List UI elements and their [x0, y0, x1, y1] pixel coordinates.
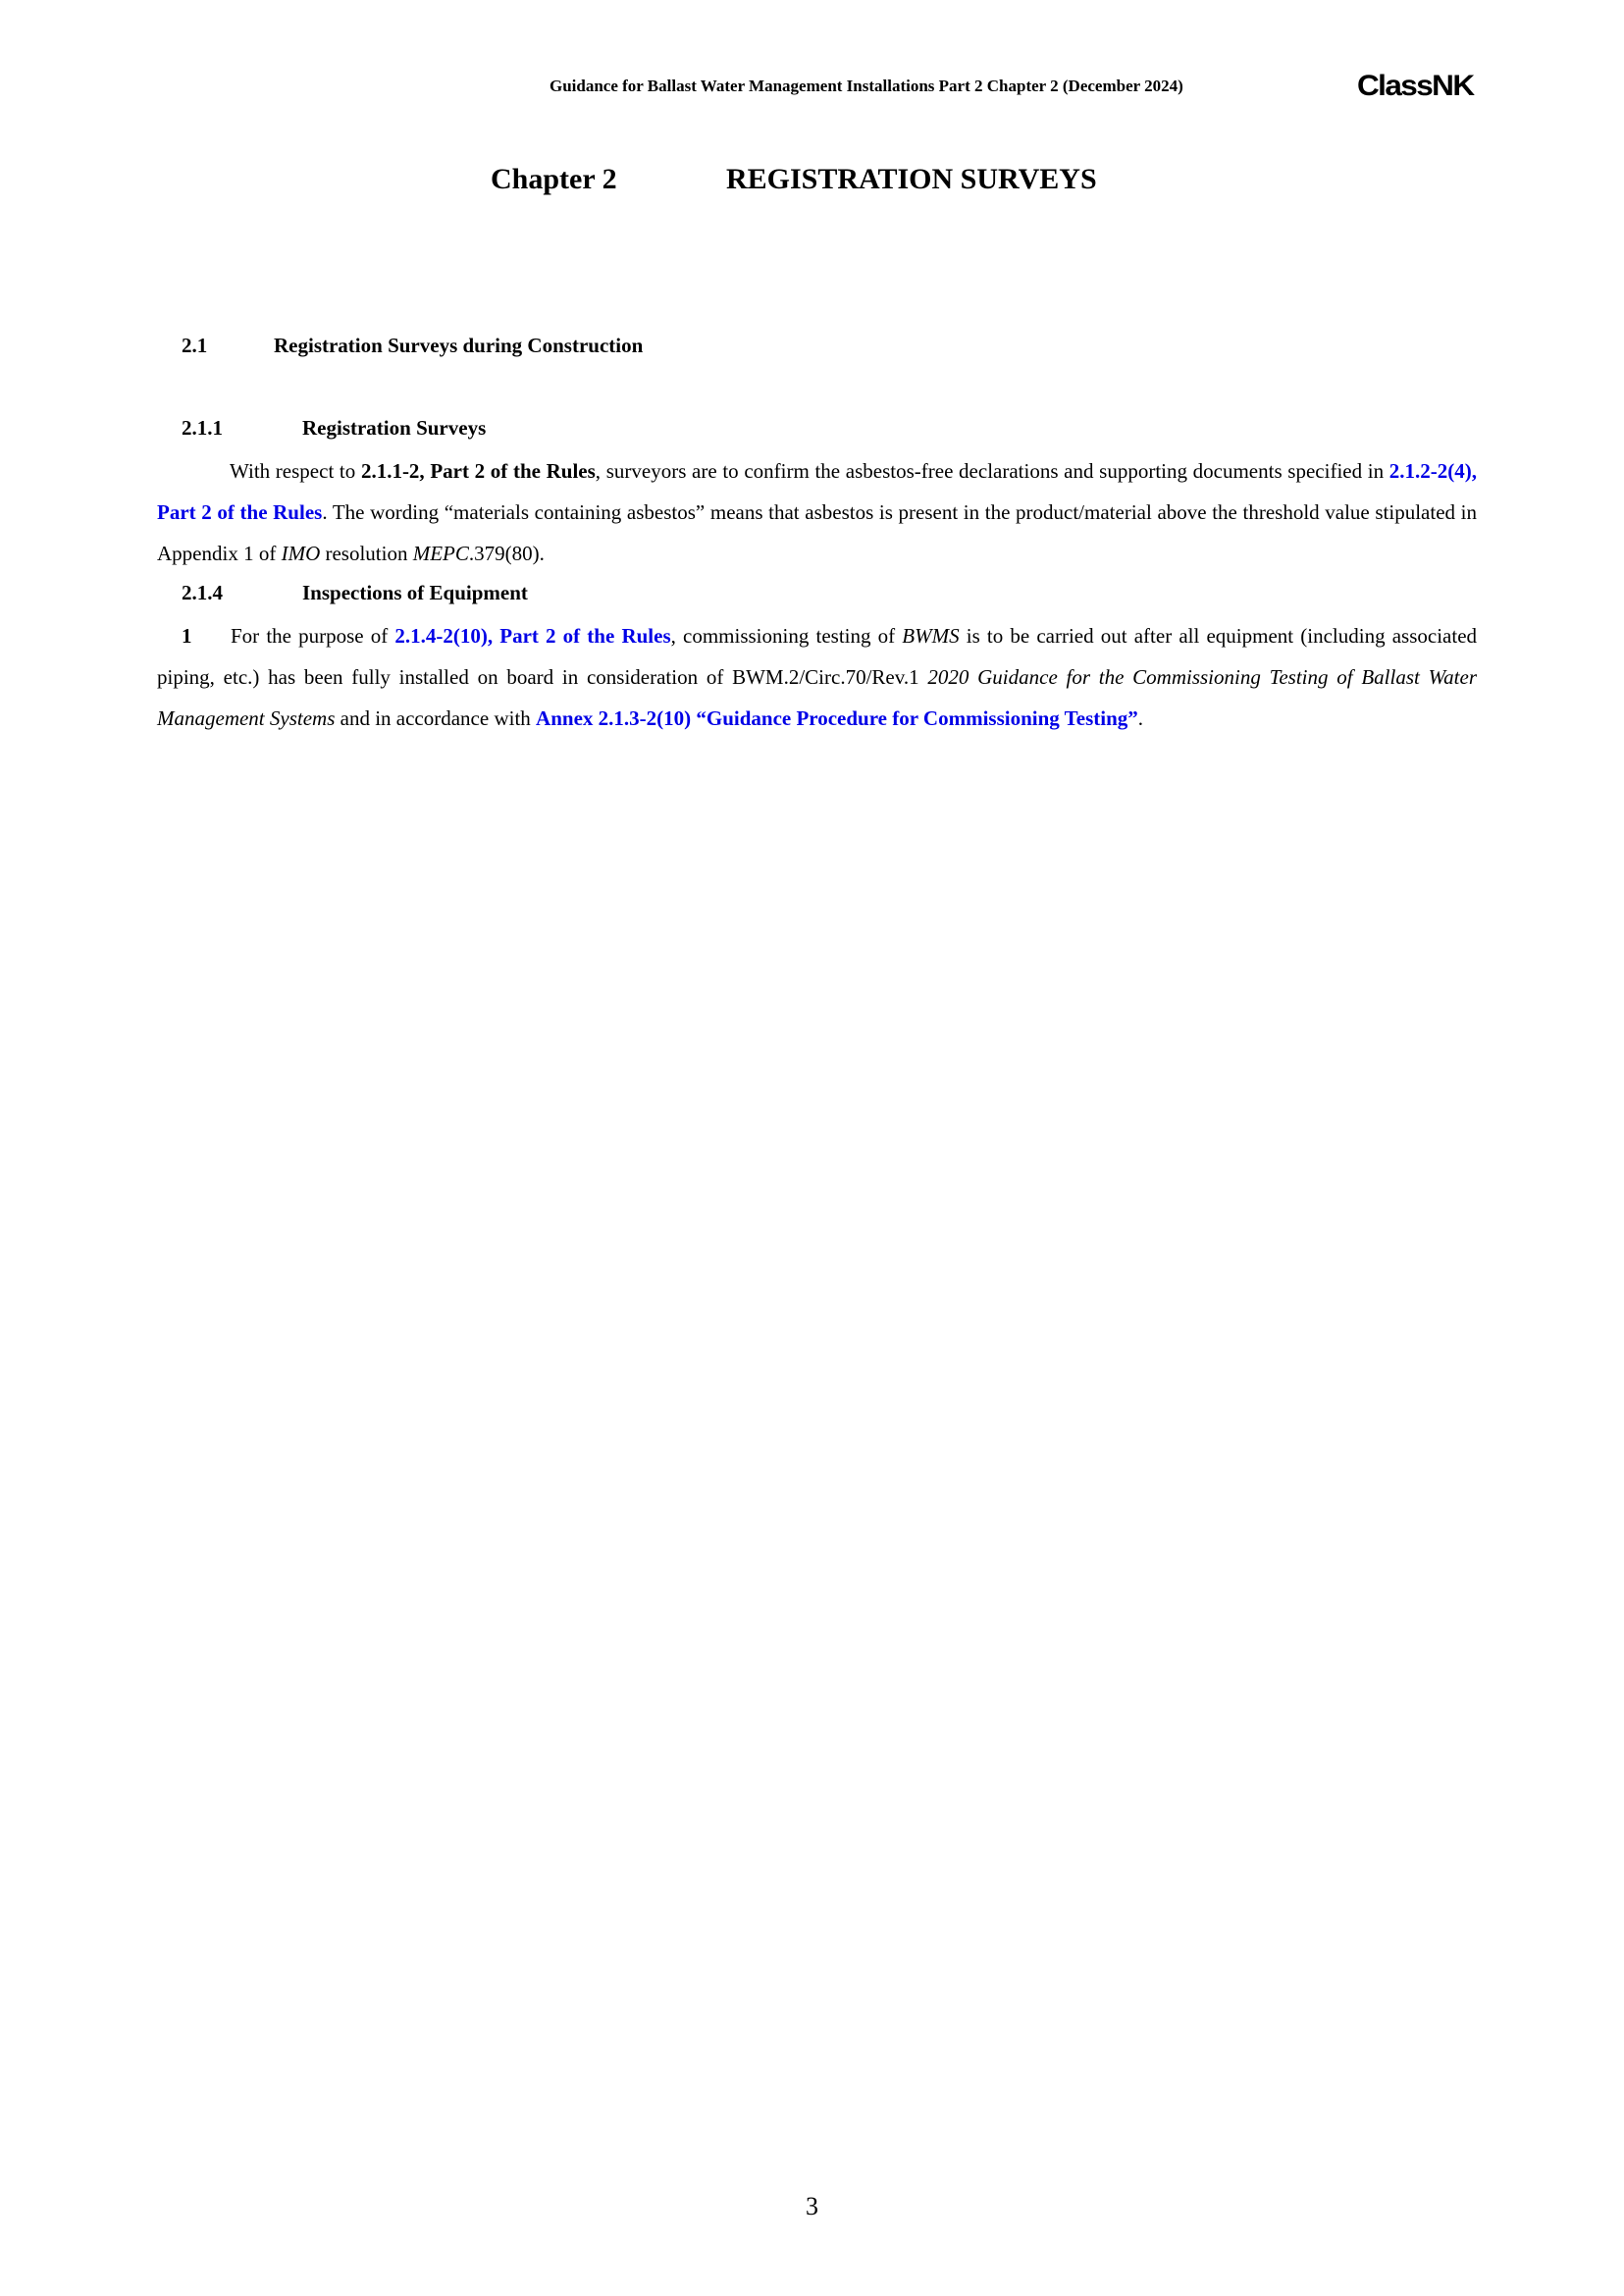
- text-run: and in accordance with: [335, 706, 537, 730]
- chapter-heading: [491, 163, 1097, 196]
- subsection-title: Inspections of Equipment: [302, 581, 528, 604]
- chapter-number: Chapter 2: [491, 163, 617, 195]
- rule-reference: 2.1.1-2, Part 2 of the Rules: [360, 459, 596, 483]
- paragraph-2-1-4-1: [157, 615, 1477, 739]
- subsection-heading-2-1-1: [182, 416, 486, 441]
- text-run: , surveyors are to confirm the asbestos-free declarations and supporting documents specified in: [595, 459, 1389, 483]
- running-header: Guidance for Ballast Water Management Installations Part 2 Chapter 2 (December 2024): [550, 77, 1183, 95]
- subsection-number: 2.1.1: [182, 416, 223, 440]
- italic-run: 2020 Guidance for the Commissioning Testing of Ballast Water Management Systems: [157, 665, 1477, 730]
- classnk-logo: ClassNK: [1357, 70, 1474, 102]
- section-number: 2.1: [182, 334, 208, 357]
- page-number: 3: [806, 2192, 818, 2220]
- text-run: .: [1137, 706, 1143, 730]
- italic-run: MEPC: [412, 542, 469, 565]
- italic-run: IMO: [281, 542, 321, 565]
- section-title: Registration Surveys during Construction: [274, 334, 644, 357]
- text-run: .379(80).: [468, 542, 545, 565]
- text-run: is to be carried out after all equipment (including associated piping, etc.) has been fully installed on board in consideration of BWM.2/Circ.70/Rev.1: [157, 624, 1478, 689]
- link-2-1-2-2-4[interactable]: 2.1.2-2(4), Part 2 of the Rules: [157, 459, 1477, 524]
- text-run: With respect to: [230, 459, 361, 483]
- text-run: . The wording “materials containing asbestos” means that asbestos is present in the product/material above the threshold value stipulated in Appendix 1 of: [157, 500, 1477, 565]
- text-run: resolution: [320, 542, 413, 565]
- paragraph-2-1-1: [157, 450, 1477, 574]
- link-2-1-4-2-10[interactable]: 2.1.4-2(10), Part 2 of the Rules: [394, 624, 671, 648]
- link-annex-2-1-3-2-10[interactable]: Annex 2.1.3-2(10) “Guidance Procedure for Commissioning Testing”: [536, 706, 1138, 730]
- subsection-heading-2-1-4: [182, 581, 528, 605]
- subsection-title: Registration Surveys: [302, 416, 487, 440]
- subsection-number: 2.1.4: [182, 581, 223, 604]
- chapter-title: REGISTRATION SURVEYS: [726, 163, 1097, 195]
- text-run: , commissioning testing of: [670, 624, 903, 648]
- section-heading: [182, 334, 643, 358]
- item-number: 1: [182, 624, 192, 648]
- text-run: For the purpose of: [231, 624, 395, 648]
- italic-run: BWMS: [902, 624, 960, 648]
